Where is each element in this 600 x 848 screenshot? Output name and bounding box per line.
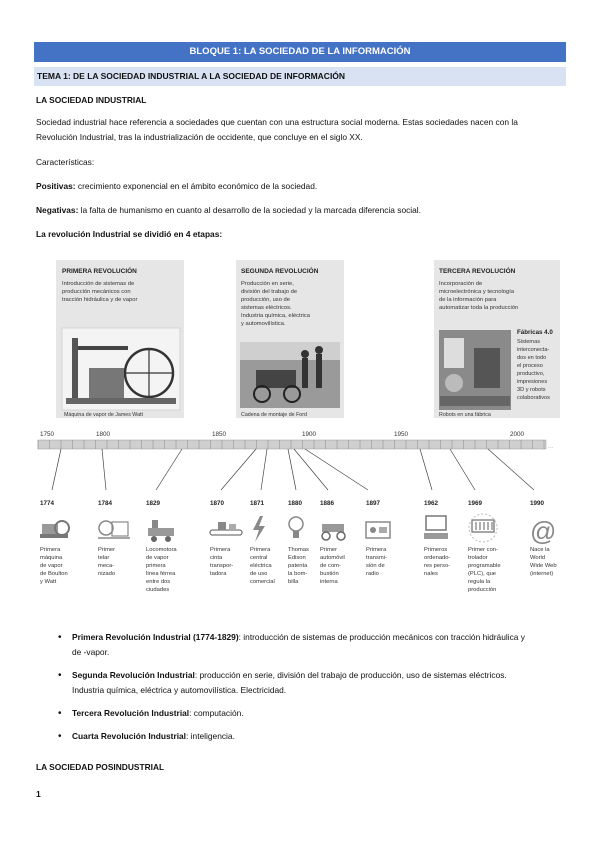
event-description-line: ordenado- [424,555,451,561]
event-description-line: tadora [210,571,227,577]
event-description-line: ciudades [146,587,170,593]
timeline-event [210,500,242,577]
event-description-line: programable [468,563,501,569]
event-description-line: Primera [366,547,387,553]
event-description-line: de vapor [40,563,63,569]
event-description-line: Nace la [530,547,550,553]
event-description-line: regula la [468,579,491,585]
list-item [36,706,566,721]
event-year: 1880 [288,500,303,507]
event-description-line: automóvil [320,555,345,561]
timeline-event [530,500,557,577]
event-description-line: nales [424,571,438,577]
timeline-event [288,500,309,585]
timeline-event [98,500,130,577]
bullet-text: Industria química, eléctrica y automovilística. Electricidad. [72,685,287,695]
lightning-icon [253,516,265,542]
event-description-line: comercial [250,579,275,585]
event-description-line: nizado [98,571,116,577]
timeline-axis [38,440,553,450]
fabricas-title: Fábricas 4.0 [517,329,553,336]
panel-2-line: Industria química, eléctrica [241,313,310,319]
positivas-label: Positivas: [36,181,76,191]
event-connectors [52,449,534,490]
event-description-line: Primer con- [468,547,498,553]
panel-3-caption: Robots en una fábrica [439,412,491,418]
panel-tercera-revolucion [434,260,560,418]
intro-line-1: Sociedad industrial hace referencia a sociedades que cuentan con una estructura social moderna. Estas sociedades nacen con la [36,117,518,127]
factory-robots-photo [439,330,511,410]
panel-2-line: Producción en serie, [241,281,294,287]
timeline-events [40,500,557,593]
timeline-event [40,500,69,585]
bloque-header: BLOQUE 1: LA SOCIEDAD DE LA INFORMACIÓN [34,42,566,62]
bullet-text: : introducción de sistemas de producción mecánicos con tracción hidráulica y [238,632,525,642]
event-description-line: producción [468,587,497,593]
panel-segunda-revolucion [236,260,344,418]
event-year: 1829 [146,500,161,507]
event-year: 1962 [424,500,439,507]
loom-icon [98,521,130,538]
bullet-label: Segunda Revolución Industrial [72,670,195,680]
event-year: 1784 [98,500,113,507]
bullet-label: Primera Revolución Industrial (1774-1829) [72,632,239,642]
car-icon [322,524,345,540]
panel-2-line: producción, uso de [241,297,290,303]
svg-text:...: ... [548,444,554,450]
event-description-line: la bom- [288,571,308,577]
list-item [36,630,566,660]
event-description-line: entre dos [146,579,171,585]
event-description-line: sión de [366,563,385,569]
timeline-event [250,500,275,585]
at-sign-icon [530,516,556,546]
industrial-revolution-timeline [34,258,566,608]
timeline-event [146,500,177,593]
steam-engine-photo [62,328,180,410]
event-description-line: Locomotora [146,547,177,553]
event-description-line: y Watt [40,579,57,585]
event-description-line: billa [288,579,299,585]
event-description-line: trolador [468,555,488,561]
panel-3-line: de la información para [439,297,497,303]
page-number: 1 [36,789,41,799]
event-description-line: Primer [98,547,116,553]
panel-3-line: microelectrónica y tecnología [439,289,515,295]
ford-assembly-photo [240,342,340,408]
axis-year: 1850 [212,431,227,438]
timeline-event [320,500,345,585]
event-description-line: telar [98,555,110,561]
event-description-line: central [250,555,268,561]
panel-1-title: PRIMERA REVOLUCIÓN [62,268,137,275]
event-description-line: World [530,555,546,561]
event-description-line: transmi- [366,555,387,561]
tema-title: TEMA 1: DE LA SOCIEDAD INDUSTRIAL A LA SOCIEDAD DE INFORMACIÓN [34,67,566,86]
event-year: 1774 [40,500,55,507]
list-item [36,729,566,744]
event-description-line: bustión [320,571,339,577]
panel-3-line: Incorporación de [439,281,483,287]
event-description-line: interna [320,579,338,585]
negativas-label: Negativas: [36,205,79,215]
axis-year: 1800 [96,431,111,438]
radio-icon [366,522,390,538]
fabricas-line: 3D y robots [517,387,546,393]
fabricas-line: productivo, [517,371,545,377]
revolutions-list [36,630,566,752]
timeline-event [468,500,501,593]
fabricas-line: dos en todo [517,355,547,361]
event-description-line: Primeros [424,547,448,553]
event-description-line: radio [366,571,379,577]
etapas-line: La revolución Industrial se dividió en 4 etapas: [36,229,223,239]
axis-year: 1950 [394,431,409,438]
fabricas-line: el proceso [517,363,543,369]
panel-2-line: sistemas eléctricos. [241,305,292,311]
timeline-event [424,500,450,577]
event-description-line: Primera [210,547,231,553]
svg-text:@: @ [530,516,557,546]
event-description-line: de uso [250,571,268,577]
axis-year-labels [40,431,525,438]
intro-line-2: Revolución Industrial, tras la industrialización de occidente, que concluye en el siglo XX. [36,132,363,142]
locomotive-icon [148,520,174,542]
event-year: 1871 [250,500,265,507]
fabricas-line: Sistemas [517,339,541,345]
panel-2-title: SEGUNDA REVOLUCIÓN [241,268,319,275]
event-description-line: de Boulton [40,571,68,577]
event-description-line: de vapor [146,555,169,561]
event-description-line: meca- [98,563,115,569]
positivas-text: crecimiento exponencial en el ámbito económico de la sociedad. [75,181,318,191]
event-description-line: transpor- [210,563,234,569]
event-description-line: Primera [250,547,271,553]
list-item [36,668,566,698]
fabricas-line: interconecta- [517,347,550,353]
panel-primera-revolucion [56,260,184,418]
event-description-line: Edison [288,555,306,561]
bullet-text: : producción en serie, división del trabajo de producción, uso de sistemas eléctricos. [194,670,507,680]
panel-2-line: división del trabajo de [241,289,298,295]
panel-1-caption: Máquina de vapor de James Watt [64,412,144,418]
event-description-line: res perso- [424,563,451,569]
event-description-line: Thomas [288,547,309,553]
event-description-line: (internet) [530,571,554,577]
lightbulb-icon [289,517,303,538]
event-description-line: Wide Web [530,563,557,569]
panel-3-title: TERCERA REVOLUCIÓN [439,268,516,275]
event-description-line: máquina [40,555,63,561]
axis-year: 1750 [40,431,55,438]
section-heading-industrial: LA SOCIEDAD INDUSTRIAL [36,95,147,105]
event-year: 1886 [320,500,335,507]
bullet-label: Cuarta Revolución Industrial [72,731,187,741]
negativas-text: la falta de humanismo en cuanto al desarrollo de la sociedad y la marcada diferencia social. [78,205,421,215]
bullet-text: : computación. [189,708,244,718]
axis-year: 1900 [302,431,317,438]
section-heading-posindustrial: LA SOCIEDAD POSINDUSTRIAL [36,762,165,772]
conveyor-icon [210,522,242,535]
event-year: 1990 [530,500,545,507]
panel-1-line: Introducción de sistemas de [62,281,135,287]
event-description-line: primera [146,563,166,569]
event-description-line: patenta [288,563,308,569]
timeline-event [366,500,390,577]
positivas-line [36,179,317,194]
fabricas-line: colaborativos [517,395,550,401]
panel-3-line: automatizar toda la producción [439,305,519,311]
event-description-line: Primer [320,547,338,553]
intro-paragraph [36,115,564,145]
panel-1-line: tracción hidráulica y de vapor [62,297,138,303]
event-description-line: eléctrica [250,563,272,569]
event-year: 1969 [468,500,483,507]
panel-1-line: producción mecánicos con [62,289,131,295]
event-description-line: línea férrea [146,571,176,577]
plc-icon [469,514,497,542]
event-year: 1870 [210,500,225,507]
bullet-text: : inteligencia. [186,731,235,741]
negativas-line [36,203,421,218]
event-description-line: Primera [40,547,61,553]
event-description-line: cinta [210,555,223,561]
bullet-label: Tercera Revolución Industrial [72,708,190,718]
caracteristicas-label: Características: [36,157,95,167]
bullet-text: de -vapor. [72,647,110,657]
event-description-line: de com- [320,563,341,569]
panel-2-caption: Cadena de montaje de Ford [241,412,307,418]
axis-year: 2000 [510,431,525,438]
panel-2-line: y automovilística. [241,321,286,327]
fabricas-line: impresiones [517,379,548,385]
steam-engine-icon [40,521,69,538]
computer-icon [424,516,448,539]
event-year: 1897 [366,500,381,507]
event-description-line: (PLC), que [468,571,497,577]
